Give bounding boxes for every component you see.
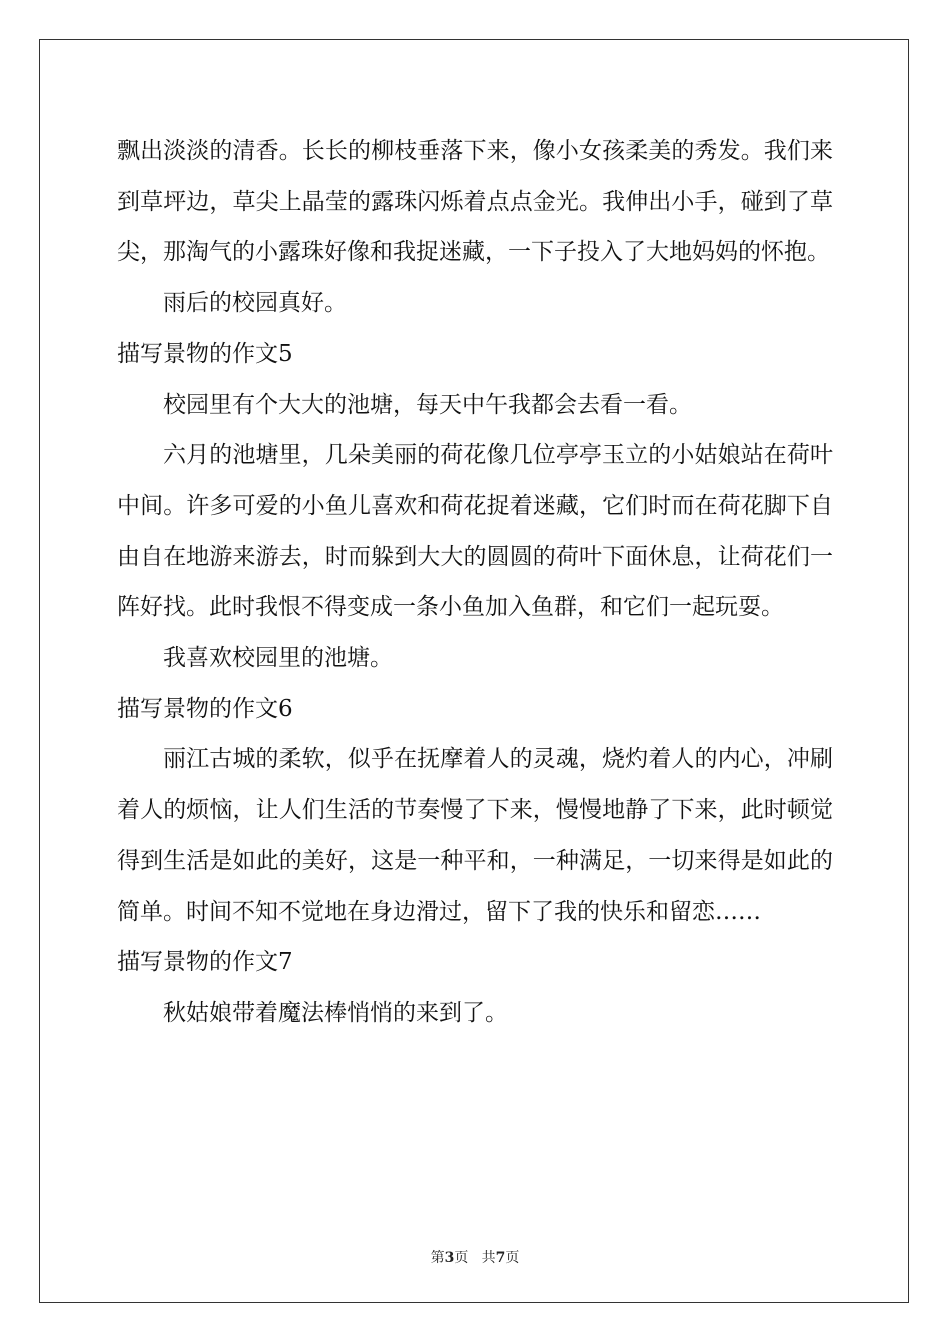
paragraph-lijiang: 丽江古城的柔软，似乎在抚摩着人的灵魂，烧灼着人的内心，冲刷着人的烦恼，让人们生活的节奏慢了下来，慢慢地静了下来，此时顿觉得到生活是如此的美好，这是一种平和，一种满足，一切来得是如此的简单。时间不知不觉地在身边滑过，留下了我的快乐和留恋……	[117, 746, 833, 925]
footer-total-prefix: 共	[481, 1250, 496, 1266]
footer-total-unit: 页	[505, 1250, 520, 1266]
document-body	[117, 126, 833, 1039]
footer-current-page: 3	[444, 1250, 455, 1266]
essay-heading-5: 描写景物的作文5	[117, 340, 293, 367]
footer-total-pages: 7	[495, 1250, 506, 1266]
essay-heading-7: 描写景物的作文7	[117, 949, 293, 976]
footer-prefix: 第	[430, 1250, 445, 1266]
footer-page-unit: 页	[454, 1250, 469, 1266]
paragraph-continued: 飘出淡淡的清香。长长的柳枝垂落下来，像小女孩柔美的秀发。我们来到草坪边，草尖上晶莹的露珠闪烁着点点金光。我伸出小手，碰到了草尖，那淘气的小露珠好像和我捉迷藏，一下子投入了大地妈妈的怀抱。	[117, 138, 833, 266]
paragraph-autumn: 秋姑娘带着魔法棒悄悄的来到了。	[163, 999, 508, 1026]
essay-heading-6: 描写景物的作文6	[117, 695, 293, 722]
paragraph-pond-closing: 我喜欢校园里的池塘。	[163, 645, 393, 672]
page-footer	[0, 1247, 950, 1267]
paragraph-pond-june: 六月的池塘里，几朵美丽的荷花像几位亭亭玉立的小姑娘站在荷叶中间。许多可爱的小鱼儿喜欢和荷花捉着迷藏，它们时而在荷花脚下自由自在地游来游去，时而躲到大大的圆圆的荷叶下面休息，让荷花们一阵好找。此时我恨不得变成一条小鱼加入鱼群，和它们一起玩耍。	[117, 442, 833, 621]
paragraph-closing-campus: 雨后的校园真好。	[163, 290, 347, 317]
paragraph-pond-intro: 校园里有个大大的池塘，每天中午我都会去看一看。	[163, 391, 692, 418]
